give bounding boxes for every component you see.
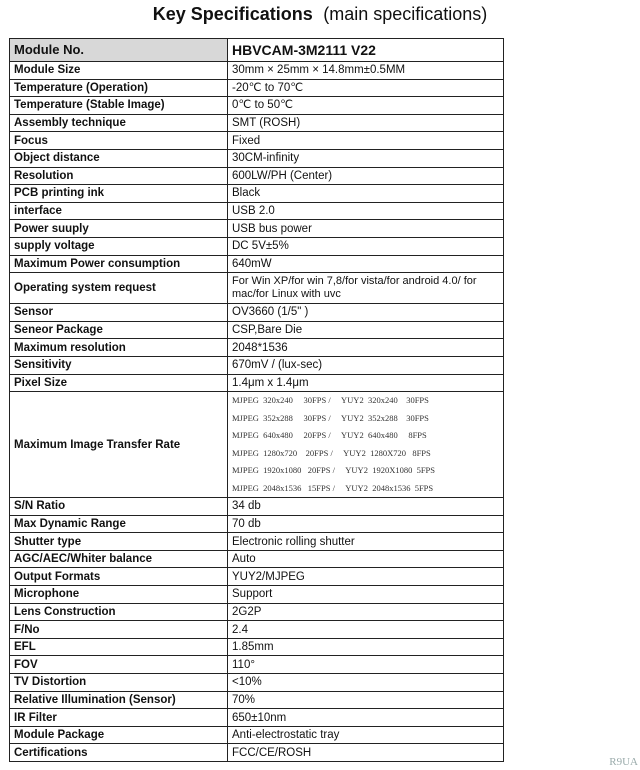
page-title — [0, 4, 640, 25]
spec-table — [9, 38, 504, 762]
spec-value: 110° — [228, 656, 504, 674]
table-row — [10, 255, 504, 273]
spec-label: PCB printing ink — [10, 185, 228, 203]
table-row — [10, 392, 504, 498]
title-main: Key Specifications — [152, 4, 313, 24]
table-row — [10, 132, 504, 150]
table-row — [10, 374, 504, 392]
table-row — [10, 339, 504, 357]
spec-label: Max Dynamic Range — [10, 515, 228, 533]
table-row — [10, 202, 504, 220]
spec-value: 70% — [228, 691, 504, 709]
table-row — [10, 621, 504, 639]
rate-line: MJPEG 320x240 30FPS / YUY2 320x240 30FPS — [232, 395, 429, 406]
table-row — [10, 237, 504, 255]
spec-label: Maximum Power consumption — [10, 255, 228, 273]
spec-label: Sensitivity — [10, 356, 228, 374]
spec-value: OV3660 (1/5" ) — [228, 304, 504, 322]
table-row — [10, 62, 504, 80]
spec-value: Anti-electrostatic tray — [228, 726, 504, 744]
rate-list — [232, 392, 503, 497]
spec-label: Lens Construction — [10, 603, 228, 621]
spec-label: TV Distortion — [10, 674, 228, 692]
table-row — [10, 356, 504, 374]
table-row — [10, 185, 504, 203]
spec-value: Support — [228, 586, 504, 604]
table-row — [10, 603, 504, 621]
spec-label: Sensor — [10, 304, 228, 322]
table-row — [10, 273, 504, 304]
spec-label: supply voltage — [10, 237, 228, 255]
table-row — [10, 691, 504, 709]
spec-value: Electronic rolling shutter — [228, 533, 504, 551]
spec-value: Fixed — [228, 132, 504, 150]
spec-value: 30CM-infinity — [228, 149, 504, 167]
spec-value: YUY2/MJPEG — [228, 568, 504, 586]
spec-label: Resolution — [10, 167, 228, 185]
table-row — [10, 149, 504, 167]
spec-value: 1.85mm — [228, 638, 504, 656]
spec-label: Temperature (Operation) — [10, 79, 228, 97]
table-row — [10, 79, 504, 97]
table-header-row — [10, 39, 504, 62]
header-label: Module No. — [10, 39, 228, 62]
table-row — [10, 515, 504, 533]
spec-label: interface — [10, 202, 228, 220]
spec-label: Module Package — [10, 726, 228, 744]
table-row — [10, 638, 504, 656]
table-row — [10, 167, 504, 185]
spec-label: Output Formats — [10, 568, 228, 586]
spec-value: 2G2P — [228, 603, 504, 621]
spec-label: FOV — [10, 656, 228, 674]
spec-value: 640mW — [228, 255, 504, 273]
spec-label: Shutter type — [10, 533, 228, 551]
spec-value: 70 db — [228, 515, 504, 533]
spec-value: <10% — [228, 674, 504, 692]
rate-line: MJPEG 2048x1536 15FPS / YUY2 2048x1536 5FPS — [232, 482, 434, 493]
spec-value: 1.4μm x 1.4μm — [228, 374, 504, 392]
spec-value: USB 2.0 — [228, 202, 504, 220]
spec-value: 600LW/PH (Center) — [228, 167, 504, 185]
table-row — [10, 114, 504, 132]
spec-label: AGC/AEC/Whiter balance — [10, 550, 228, 568]
spec-value: 2048*1536 — [228, 339, 504, 357]
spec-label: Relative Illumination (Sensor) — [10, 691, 228, 709]
rate-line: MJPEG 352x288 30FPS / YUY2 352x288 30FPS — [232, 412, 429, 423]
table-row — [10, 321, 504, 339]
table-row — [10, 709, 504, 727]
header-value: HBVCAM-3M2111 V22 — [228, 39, 504, 62]
rate-line: MJPEG 1920x1080 20FPS / YUY2 1920X1080 5FPS — [232, 465, 436, 476]
spec-label: Power suuply — [10, 220, 228, 238]
spec-value: CSP,Bare Die — [228, 321, 504, 339]
spec-value: For Win XP/for win 7,8/for vista/for android 4.0/ for mac/for Linux with uvc — [228, 273, 504, 304]
table-row — [10, 498, 504, 516]
watermark: R9UA — [609, 756, 638, 768]
spec-label: Seneor Package — [10, 321, 228, 339]
spec-value: 670mV / (lux-sec) — [228, 356, 504, 374]
spec-value: USB bus power — [228, 220, 504, 238]
spec-label: Object distance — [10, 149, 228, 167]
spec-value: 34 db — [228, 498, 504, 516]
spec-value: DC 5V±5% — [228, 237, 504, 255]
spec-label: Temperature (Stable Image) — [10, 97, 228, 115]
table-row — [10, 568, 504, 586]
spec-label: Operating system request — [10, 273, 228, 304]
spec-value: SMT (ROSH) — [228, 114, 504, 132]
spec-label: Module Size — [10, 62, 228, 80]
spec-label: Focus — [10, 132, 228, 150]
spec-value: 0℃ to 50℃ — [228, 97, 504, 115]
title-sub: (main specifications) — [323, 4, 488, 24]
table-row — [10, 674, 504, 692]
spec-value: Black — [228, 185, 504, 203]
table-row — [10, 586, 504, 604]
spec-label: EFL — [10, 638, 228, 656]
spec-value: 650±10nm — [228, 709, 504, 727]
table-row — [10, 220, 504, 238]
table-row — [10, 726, 504, 744]
rate-line: MJPEG 1280x720 20FPS / YUY2 1280X720 8FPS — [232, 447, 431, 458]
spec-label: Certifications — [10, 744, 228, 762]
table-row — [10, 304, 504, 322]
table-row — [10, 97, 504, 115]
table-row — [10, 550, 504, 568]
spec-value: Auto — [228, 550, 504, 568]
spec-label: Maximum resolution — [10, 339, 228, 357]
rate-line: MJPEG 640x480 20FPS / YUY2 640x480 8FPS — [232, 430, 427, 441]
spec-value: 2.4 — [228, 621, 504, 639]
spec-label: S/N Ratio — [10, 498, 228, 516]
spec-label: Pixel Size — [10, 374, 228, 392]
spec-label: F/No — [10, 621, 228, 639]
table-row — [10, 744, 504, 762]
spec-value: 30mm × 25mm × 14.8mm±0.5MM — [228, 62, 504, 80]
spec-label: Maximum Image Transfer Rate — [10, 392, 228, 498]
spec-label: Assembly technique — [10, 114, 228, 132]
table-row — [10, 533, 504, 551]
table-row — [10, 656, 504, 674]
spec-label: IR Filter — [10, 709, 228, 727]
rate-list-cell — [228, 392, 504, 498]
spec-value: FCC/CE/ROSH — [228, 744, 504, 762]
spec-value: -20℃ to 70℃ — [228, 79, 504, 97]
spec-label: Microphone — [10, 586, 228, 604]
